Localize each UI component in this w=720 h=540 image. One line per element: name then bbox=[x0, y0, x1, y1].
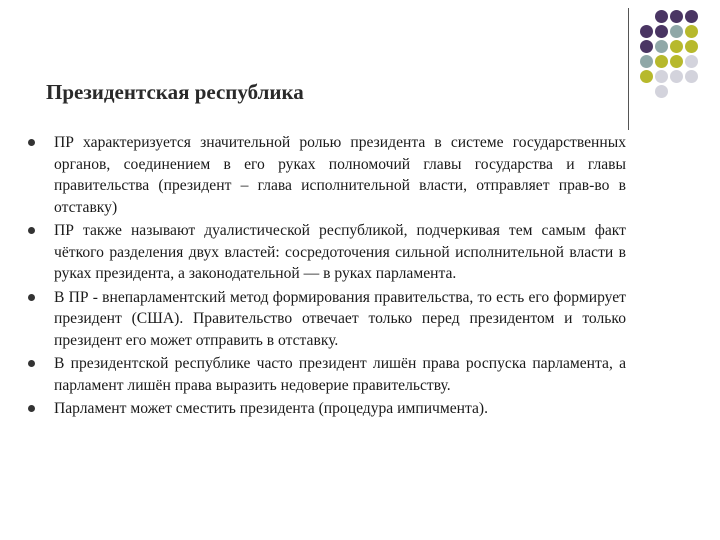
decorative-dot bbox=[655, 85, 668, 98]
bullet-item bbox=[28, 287, 626, 352]
decorative-dot bbox=[685, 70, 698, 83]
bullet-text: ПР также называют дуалистической республикой, подчеркивая тем самым факт чёткого разделения двух властей: сосредоточения сильной исполнительной власти в руках президента, а законодательной — в руках парламента. bbox=[54, 222, 626, 282]
bullet-icon bbox=[28, 139, 35, 146]
bullet-text: ПР характеризуется значительной ролью президента в системе государственных органов, соединением в его руках полномочий главы государства и главы правительства (президент – глава исполнительной власти, отправляет прав-во в отставку) bbox=[54, 134, 626, 216]
decorative-dot bbox=[640, 55, 653, 68]
decorative-dot bbox=[670, 25, 683, 38]
bullet-item bbox=[28, 353, 626, 396]
decorative-dot bbox=[670, 10, 683, 23]
decorative-dot bbox=[670, 40, 683, 53]
decorative-dot bbox=[685, 55, 698, 68]
decorative-dot-grid bbox=[640, 10, 698, 98]
bullet-text: В президентской республике часто президент лишён права роспуска парламента, а парламент лишён права выразить недоверие правительству. bbox=[54, 355, 626, 394]
decorative-dot bbox=[685, 85, 698, 98]
bullet-item bbox=[28, 220, 626, 285]
bullet-item bbox=[28, 398, 626, 420]
decorative-dot bbox=[685, 25, 698, 38]
decorative-dot bbox=[655, 10, 668, 23]
decorative-dot bbox=[670, 55, 683, 68]
bullet-icon bbox=[28, 294, 35, 301]
slide-title: Президентская республика bbox=[46, 80, 304, 104]
decorative-dot bbox=[685, 40, 698, 53]
bullet-text: В ПР - внепарламентский метод формирования правительства, то есть его формирует президент (США). Правительство отвечает только перед президентом и только президент его может отправить в отставку. bbox=[54, 288, 626, 349]
decorative-dot bbox=[655, 55, 668, 68]
decorative-dot bbox=[640, 40, 653, 53]
decorative-dot bbox=[670, 70, 683, 83]
decorative-dot bbox=[640, 85, 653, 98]
divider-line bbox=[628, 8, 629, 130]
decorative-dot bbox=[670, 85, 683, 98]
decorative-dot bbox=[685, 10, 698, 23]
bullet-list bbox=[28, 132, 626, 422]
bullet-item bbox=[28, 132, 626, 218]
decorative-dot bbox=[655, 40, 668, 53]
decorative-dot bbox=[640, 70, 653, 83]
decorative-dot bbox=[655, 70, 668, 83]
bullet-icon bbox=[28, 227, 35, 234]
bullet-icon bbox=[28, 405, 35, 412]
bullet-icon bbox=[28, 360, 35, 367]
decorative-dot bbox=[640, 10, 653, 23]
bullet-text: Парламент может сместить президента (процедура импичмента). bbox=[54, 400, 489, 417]
decorative-dot bbox=[655, 25, 668, 38]
decorative-dot bbox=[640, 25, 653, 38]
